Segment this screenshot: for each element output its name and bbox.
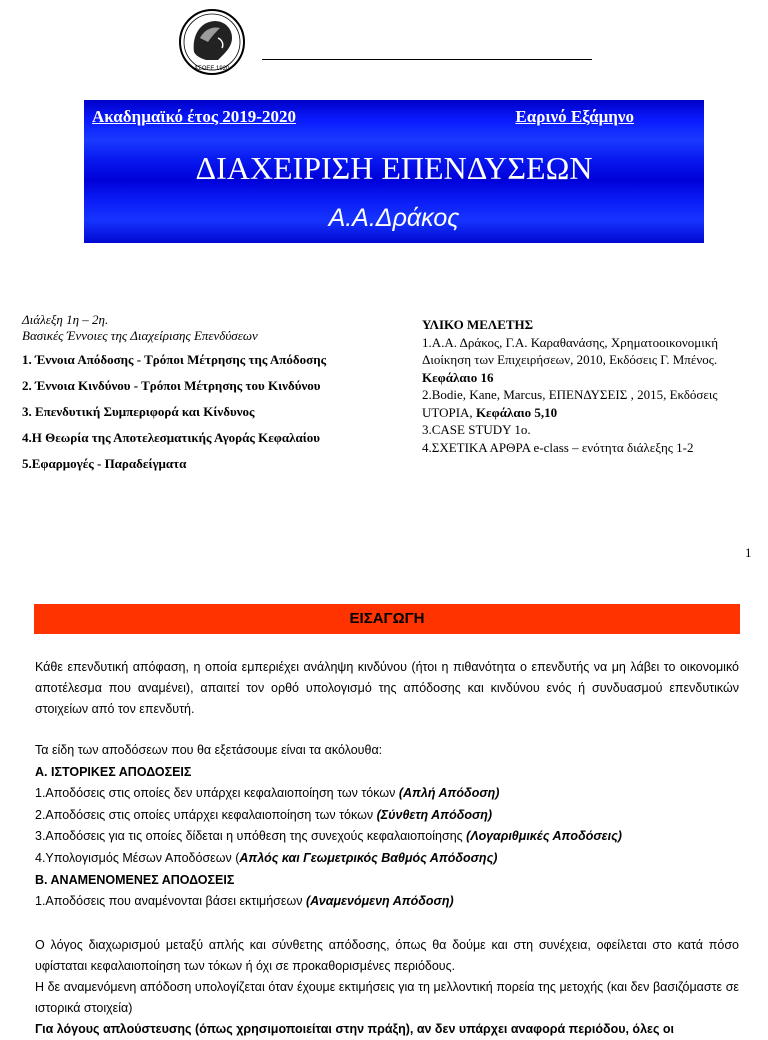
return-type-item bbox=[35, 826, 739, 848]
lecture-item: 3. Επενδυτική Συμπεριφορά και Κίνδυνος bbox=[22, 404, 255, 419]
lecture-item: 4.Η Θεωρία της Αποτελεσματικής Αγοράς Κεφαλαίου bbox=[22, 430, 321, 445]
lecture-item: 2. Έννοια Κινδύνου - Τρόποι Μέτρησης του Κινδύνου bbox=[22, 378, 321, 393]
lecture-subject: Βασικές Έννοιες της Διαχείρισης Επενδύσεων bbox=[22, 328, 258, 343]
return-type-item bbox=[35, 891, 739, 913]
intro-body bbox=[35, 657, 739, 1040]
intro-paragraph: Κάθε επενδυτική απόφαση, η οποία εμπεριέχει ανάληψη κινδύνου (ήτοι η πιθανότητα ο επενδυτής να μη λάβει το οικονομικό αποτέλεσμα που αναμένει), απαιτεί τον ορθό υπολογισμό της απόδοσης και κινδύνου ενός ή συνδυασμού επενδυτικών στοιχείων από τον επενδυτή. bbox=[35, 660, 739, 716]
return-type-item bbox=[35, 783, 739, 805]
semester-label: Εαρινό Εξάμηνο bbox=[515, 107, 634, 126]
section-a-heading: Α. ΙΣΤΟΡΙΚΕΣ ΑΠΟΔΟΣΕΙΣ bbox=[35, 764, 192, 779]
study-item-1-text: 1.Α.Α. Δράκος, Γ.Α. Καραθανάσης, Χρηματοοικονομική Διοίκηση των Επιχειρήσεων, 2010, Εκδόσεις Γ. Μπένος. bbox=[422, 334, 719, 367]
types-intro: Τα είδη των αποδόσεων που θα εξετάσουμε είναι τα ακόλουθα: bbox=[35, 743, 383, 757]
study-item-2-chapter: Κεφάλαιο 5,10 bbox=[475, 404, 558, 420]
expected-return-paragraph: Η δε αναμενόμενη απόδοση υπολογίζεται όταν έχουμε εκτιμήσεις για τη μελλοντική πορεία της μετοχής (και δεν βασιζόμαστε σε ιστορικά στοιχεία) bbox=[35, 979, 739, 1015]
study-item-1-chapter: Κεφάλαιο 16 bbox=[422, 369, 494, 385]
signature-line bbox=[262, 59, 592, 60]
return-type-name: (Αναμενόμενη Απόδοση) bbox=[305, 894, 454, 909]
return-type-text: 3.Αποδόσεις για τις οποίες δίδεται η υπόθεση της συνεχούς κεφαλαιοποίησης bbox=[35, 829, 467, 844]
intro-title: ΕΙΣΑΓΩΓΗ bbox=[349, 610, 425, 627]
intro-header bbox=[34, 604, 740, 634]
section-b-heading: Β. ΑΝΑΜΕΝΟΜΕΝΕΣ ΑΠΟΔΟΣΕΙΣ bbox=[35, 872, 235, 887]
lecture-item: 5.Εφαρμογές - Παραδείγματα bbox=[22, 456, 187, 471]
simplification-paragraph: Για λόγους απλούστευσης (όπως χρησιμοποιείται στην πράξη), αν δεν υπάρχει αναφορά περιόδου, όλες οι bbox=[35, 1021, 675, 1036]
study-heading: ΥΛΙΚΟ ΜΕΛΕΤΗΣ bbox=[422, 317, 534, 332]
study-material bbox=[422, 316, 752, 456]
academic-year: Ακαδημαϊκό έτος 2019-2020 bbox=[92, 107, 296, 126]
course-title: ΔΙΑΧΕΙΡΙΣΗ ΕΠΕΝΔΥΣΕΩΝ bbox=[195, 150, 593, 186]
lecture-number: Διάλεξη 1η – 2η. bbox=[22, 312, 109, 327]
return-type-name: (Απλή Απόδοση) bbox=[398, 786, 500, 801]
page-number: 1 bbox=[745, 545, 752, 560]
logo-caption: ΑΣΟΕΕ 1920 bbox=[194, 66, 230, 72]
return-type-text: 1.Αποδόσεις που αναμένονται βάσει εκτιμήσεων bbox=[35, 894, 306, 909]
title-banner bbox=[84, 100, 704, 243]
study-item-2-text: 2.Bodie, Kane, Marcus, ΕΠΕΝΔΥΣΕΙΣ , 2015, Εκδόσεις UTOPIA, bbox=[422, 387, 718, 420]
return-type-item bbox=[35, 848, 739, 870]
study-item-4: 4.ΣΧΕΤΙΚΑ ΑΡΘΡΑ e-class – ενότητα διάλεξης 1-2 bbox=[422, 439, 694, 455]
study-item-1 bbox=[422, 334, 752, 387]
return-type-name: (Λογαριθμικές Αποδόσεις) bbox=[466, 829, 622, 844]
study-item-2 bbox=[422, 386, 752, 421]
return-type-name: Απλός και Γεωμετρικός Βαθμός Απόδοσης) bbox=[239, 850, 498, 865]
return-type-text: 4.Υπολογισμός Μέσων Αποδόσεων ( bbox=[35, 850, 240, 865]
return-type-name: (Σύνθετη Απόδοση) bbox=[376, 807, 493, 822]
return-type-text: 1.Αποδόσεις στις οποίες δεν υπάρχει κεφαλαιοποίηση των τόκων bbox=[35, 786, 399, 801]
return-type-item bbox=[35, 805, 739, 827]
course-author: Α.Α.Δράκος bbox=[328, 204, 460, 232]
explanation-paragraph: Ο λόγος διαχωρισμού μεταξύ απλής και σύνθετης απόδοσης, όπως θα δούμε και στη συνέχεια, οφείλεται στο κατά πόσο υφίσταται κεφαλαιοποίηση των τόκων ή όχι σε προκαθορισμένες περιόδους. bbox=[35, 937, 739, 973]
study-item-3: 3.CASE STUDY 1o. bbox=[422, 422, 531, 437]
lecture-item: 1. Έννοια Απόδοσης - Τρόποι Μέτρησης της Απόδοσης bbox=[22, 352, 327, 367]
return-type-text: 2.Αποδόσεις στις οποίες υπάρχει κεφαλαιοποίηση των τόκων bbox=[35, 807, 377, 822]
lecture-topics bbox=[22, 312, 382, 482]
university-logo bbox=[178, 8, 246, 78]
